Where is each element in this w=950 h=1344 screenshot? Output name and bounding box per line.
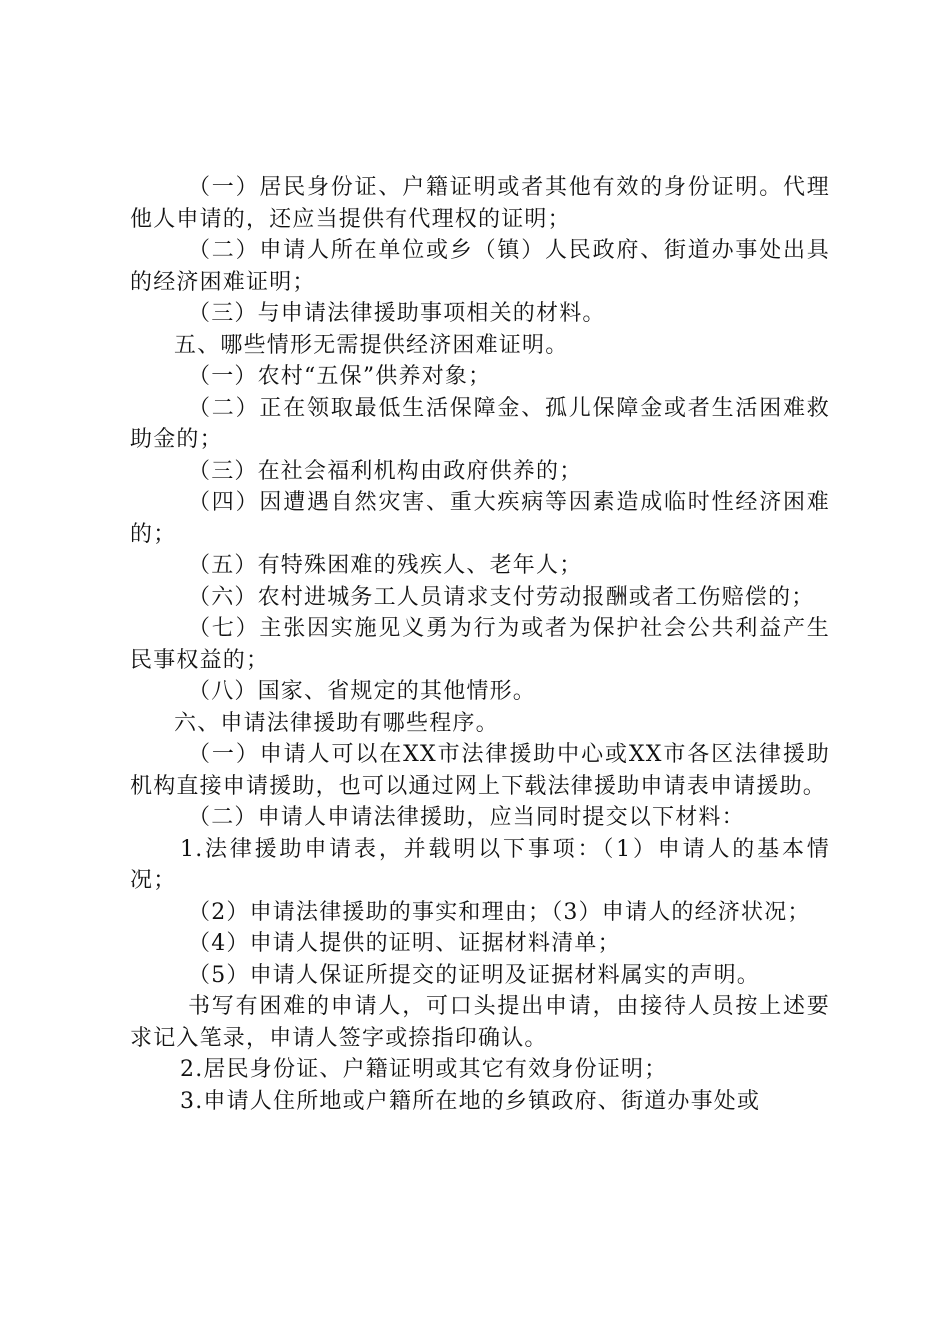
paragraph-1: （一）居民身份证、户籍证明或者其他有效的身份证明。代理他人申请的，还应当提供有代理权的证明； xyxy=(130,175,830,232)
paragraph-16: 1.法律援助申请表，并载明以下事项：（1）申请人的基本情况； xyxy=(130,836,830,893)
paragraph-7: （三）在社会福利机构由政府供养的； xyxy=(188,458,583,484)
paragraph-18: （4）申请人提供的证明、证据材料清单； xyxy=(188,931,621,956)
document-body xyxy=(130,172,830,1117)
paragraph-20: 书写有困难的申请人，可口头提出申请，由接待人员按上述要求记入笔录，申请人签字或捺指印确认。 xyxy=(130,994,830,1051)
section-heading-5: 五、哪些情形无需提供经济困难证明。 xyxy=(174,332,569,358)
paragraph-6: （二）正在领取最低生活保障金、孤儿保障金或者生活困难救助金的； xyxy=(130,395,830,452)
paragraph-11: （七）主张因实施见义勇为行为或者为保护社会公共利益产生民事权益的； xyxy=(130,616,830,673)
paragraph-22: 3.申请人住所地或户籍所在地的乡镇政府、街道办事处或 xyxy=(180,1088,761,1114)
section-heading-6: 六、申请法律援助有哪些程序。 xyxy=(174,710,499,736)
paragraph-8: （四）因遭遇自然灾害、重大疾病等因素造成临时性经济困难的； xyxy=(130,490,830,547)
paragraph-9: （五）有特殊困难的残疾人、老年人； xyxy=(188,553,583,578)
paragraph-14: （一）申请人可以在XX市法律援助中心或XX市各区法律援助机构直接申请援助，也可以通过网上下载法律援助申请表申请援助。 xyxy=(130,742,830,799)
paragraph-2: （二）申请人所在单位或乡（镇）人民政府、街道办事处出具的经济困难证明； xyxy=(130,238,830,295)
paragraph-21: 2.居民身份证、户籍证明或其它有效身份证明； xyxy=(180,1057,668,1082)
paragraph-12: （八）国家、省规定的其他情形。 xyxy=(188,679,537,704)
paragraph-3: （三）与申请法律援助事项相关的材料。 xyxy=(188,301,606,326)
paragraph-17: （2）申请法律援助的事实和理由；（3）申请人的经济状况； xyxy=(188,899,811,925)
paragraph-10: （六）农村进城务工人员请求支付劳动报酬或者工伤赔偿的； xyxy=(188,584,815,610)
paragraph-15: （二）申请人申请法律援助，应当同时提交以下材料： xyxy=(188,805,745,830)
paragraph-19: （5）申请人保证所提交的证明及证据材料属实的声明。 xyxy=(188,962,760,988)
paragraph-5: （一）农村“五保”供养对象； xyxy=(188,364,492,389)
